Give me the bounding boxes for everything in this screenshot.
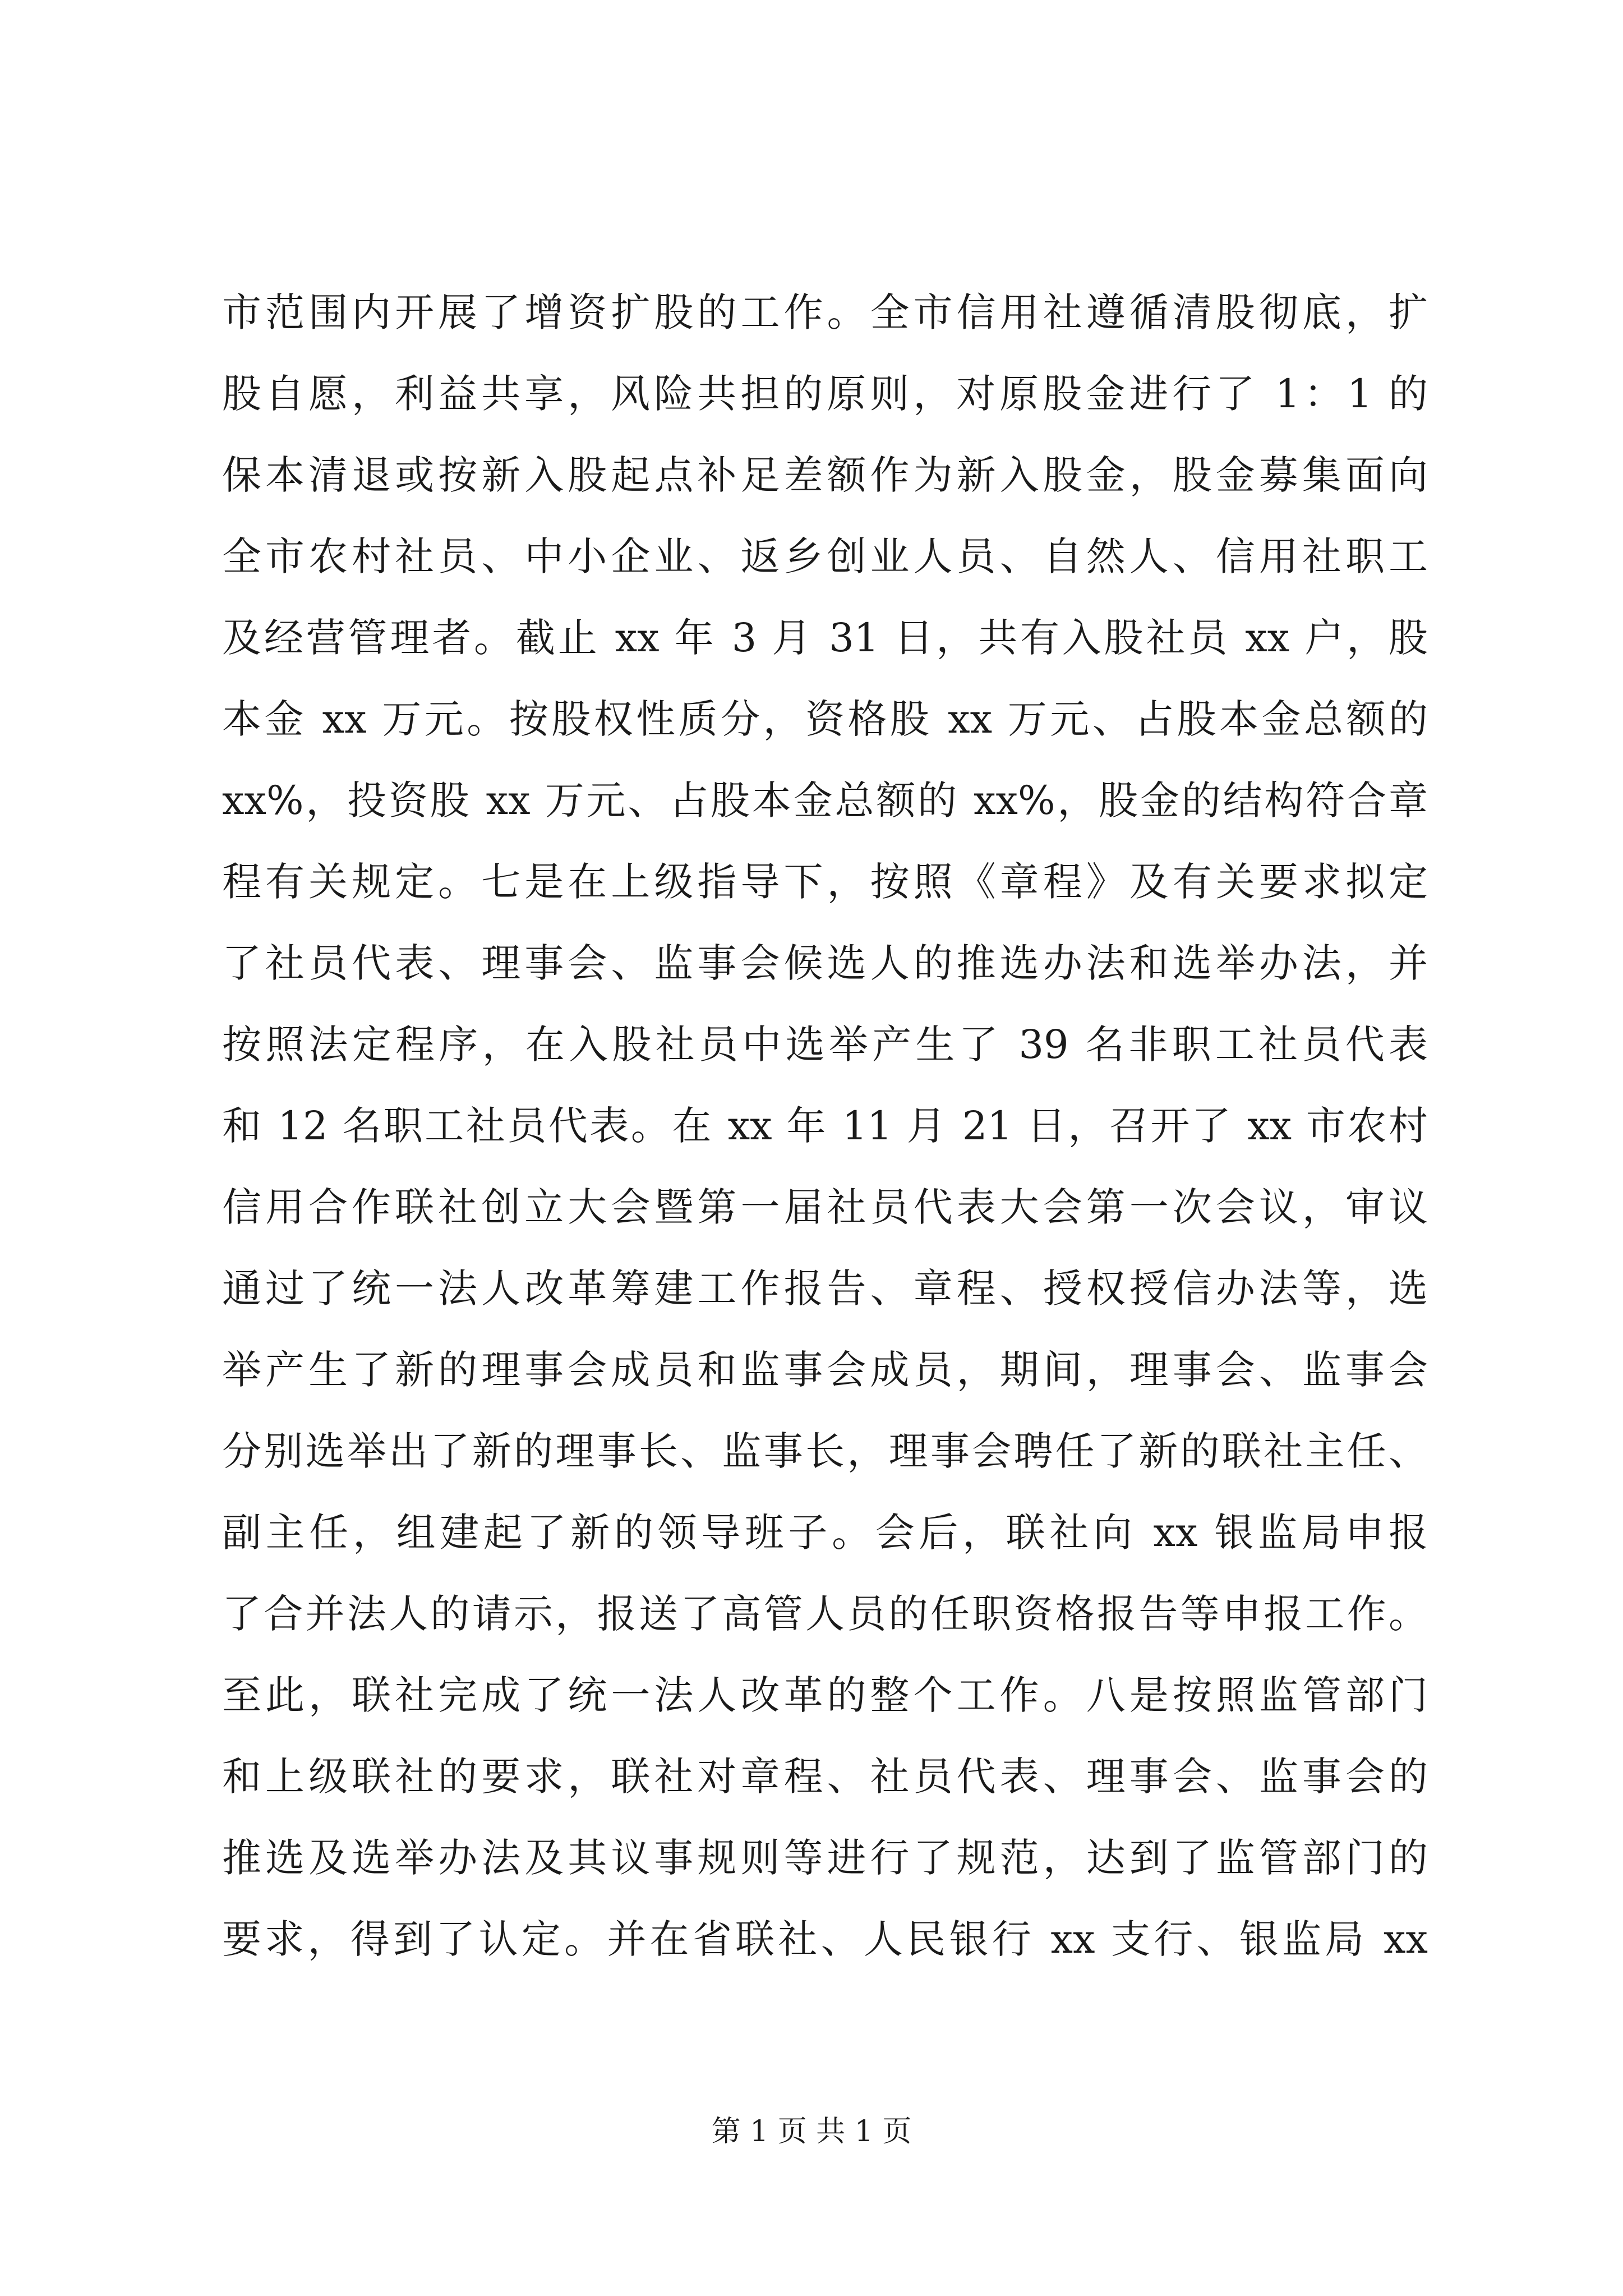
body-line: 和 12 名职工社员代表。在 xx 年 11 月 21 日，召开了 xx 市农村: [222, 1103, 1428, 1149]
body-line: 要求，得到了认定。并在省联社、人民银行 xx 支行、银监局 xx: [222, 1916, 1428, 1962]
body-line: 信用合作联社创立大会暨第一届社员代表大会第一次会议，审议: [222, 1184, 1428, 1230]
body-line: xx%，投资股 xx 万元、占股本金总额的 xx%，股金的结构符合章: [222, 777, 1428, 823]
body-line: 举产生了新的理事会成员和监事会成员，期间，理事会、监事会: [222, 1347, 1428, 1393]
body-line: 及经营管理者。截止 xx 年 3 月 31 日，共有入股社员 xx 户，股: [222, 615, 1428, 661]
body-line: 市范围内开展了增资扩股的工作。全市信用社遵循清股彻底，扩: [222, 289, 1428, 335]
body-line: 副主任，组建起了新的领导班子。会后，联社向 xx 银监局申报: [222, 1510, 1428, 1556]
body-line: 全市农村社员、中小企业、返乡创业人员、自然人、信用社职工: [222, 533, 1428, 579]
body-line: 了合并法人的请示，报送了高管人员的任职资格报告等申报工作。: [222, 1591, 1428, 1637]
body-line: 本金 xx 万元。按股权性质分，资格股 xx 万元、占股本金总额的: [222, 696, 1428, 742]
body-line: 推选及选举办法及其议事规则等进行了规范，达到了监管部门的: [222, 1835, 1428, 1881]
body-line: 股自愿，利益共享，风险共担的原则，对原股金进行了 1：1 的: [222, 371, 1428, 417]
body-line: 通过了统一法人改革筹建工作报告、章程、授权授信办法等，选: [222, 1266, 1428, 1312]
body-line: 和上级联社的要求，联社对章程、社员代表、理事会、监事会的: [222, 1754, 1428, 1800]
page-number-label: 第 1 页 共 1 页: [711, 2115, 912, 2148]
body-line: 分别选举出了新的理事长、监事长，理事会聘任了新的联社主任、: [222, 1428, 1428, 1474]
page-footer: [0, 2112, 1623, 2151]
body-line: 按照法定程序，在入股社员中选举产生了 39 名非职工社员代表: [222, 1022, 1428, 1068]
body-line: 至此，联社完成了统一法人改革的整个工作。八是按照监管部门: [222, 1672, 1428, 1718]
body-line: 保本清退或按新入股起点补足差额作为新入股金，股金募集面向: [222, 452, 1428, 498]
body-line: 了社员代表、理事会、监事会候选人的推选办法和选举办法，并: [222, 940, 1428, 986]
body-line: 程有关规定。七是在上级指导下，按照《章程》及有关要求拟定: [222, 859, 1428, 905]
document-body: [222, 272, 1428, 1980]
